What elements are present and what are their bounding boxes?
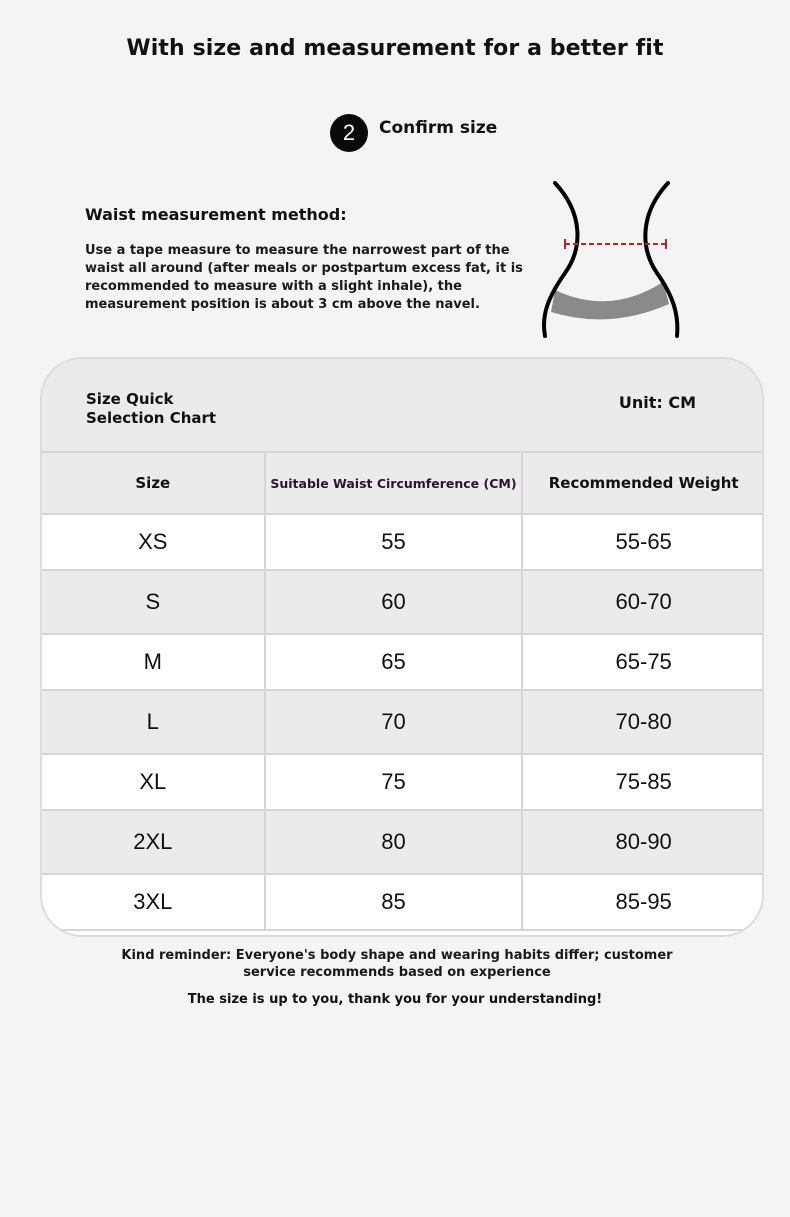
- column-header-weight: Recommended Weight: [522, 452, 764, 514]
- waist-cell: 80: [265, 810, 523, 874]
- weight-cell: 60-70: [522, 570, 764, 634]
- column-header-waist: Suitable Waist Circumference (CM): [265, 452, 523, 514]
- table-row: [41, 754, 764, 810]
- table-row: [41, 874, 764, 930]
- size-cell: XL: [41, 754, 265, 810]
- size-cell: 3XL: [41, 874, 265, 930]
- waist-cell: 75: [265, 754, 523, 810]
- thanks-note: The size is up to you, thank you for your understanding!: [187, 992, 603, 1007]
- step-label: Confirm size: [379, 118, 498, 138]
- weight-cell: 80-90: [522, 810, 764, 874]
- method-description: Use a tape measure to measure the narrowest part of the waist all around (after meals or postpartum excess fat, it is recommended to measure with a slight inhale), the measurement position is about 3 cm above the navel.: [85, 243, 523, 312]
- weight-cell: 70-80: [522, 690, 764, 754]
- right-body-outline: [645, 183, 677, 336]
- size-cell: 2XL: [41, 810, 265, 874]
- size-cell: L: [41, 690, 265, 754]
- table-row: [41, 514, 764, 570]
- waist-cell: 70: [265, 690, 523, 754]
- column-header-size: Size: [41, 452, 265, 514]
- size-cell: S: [41, 570, 265, 634]
- size-table: [40, 451, 764, 931]
- weight-cell: 65-75: [522, 634, 764, 690]
- page-title: With size and measurement for a better fit: [126, 36, 664, 61]
- weight-cell: 75-85: [522, 754, 764, 810]
- waist-cell: 55: [265, 514, 523, 570]
- size-cell: M: [41, 634, 265, 690]
- method-title: Waist measurement method:: [85, 205, 347, 224]
- table-row: [41, 634, 764, 690]
- waist-diagram-icon: [535, 178, 685, 340]
- size-chart-title: Size Quick Selection Chart: [86, 390, 217, 427]
- size-chart-header: [42, 359, 762, 455]
- waist-band: [551, 282, 669, 319]
- size-cell: XS: [41, 514, 265, 570]
- table-row: [41, 570, 764, 634]
- step-indicator: [330, 114, 497, 152]
- table-row: [41, 810, 764, 874]
- unit-label: Unit: CM: [618, 393, 696, 412]
- weight-cell: 85-95: [522, 874, 764, 930]
- size-chart-card: [40, 357, 764, 937]
- step-number-badge: 2: [330, 114, 368, 152]
- weight-cell: 55-65: [522, 514, 764, 570]
- waist-cell: 85: [265, 874, 523, 930]
- table-header-row: [41, 452, 764, 514]
- kind-reminder: Kind reminder: Everyone's body shape and wearing habits differ; customer service recommends based on experience: [121, 948, 673, 980]
- table-row: [41, 690, 764, 754]
- waist-cell: 65: [265, 634, 523, 690]
- waist-cell: 60: [265, 570, 523, 634]
